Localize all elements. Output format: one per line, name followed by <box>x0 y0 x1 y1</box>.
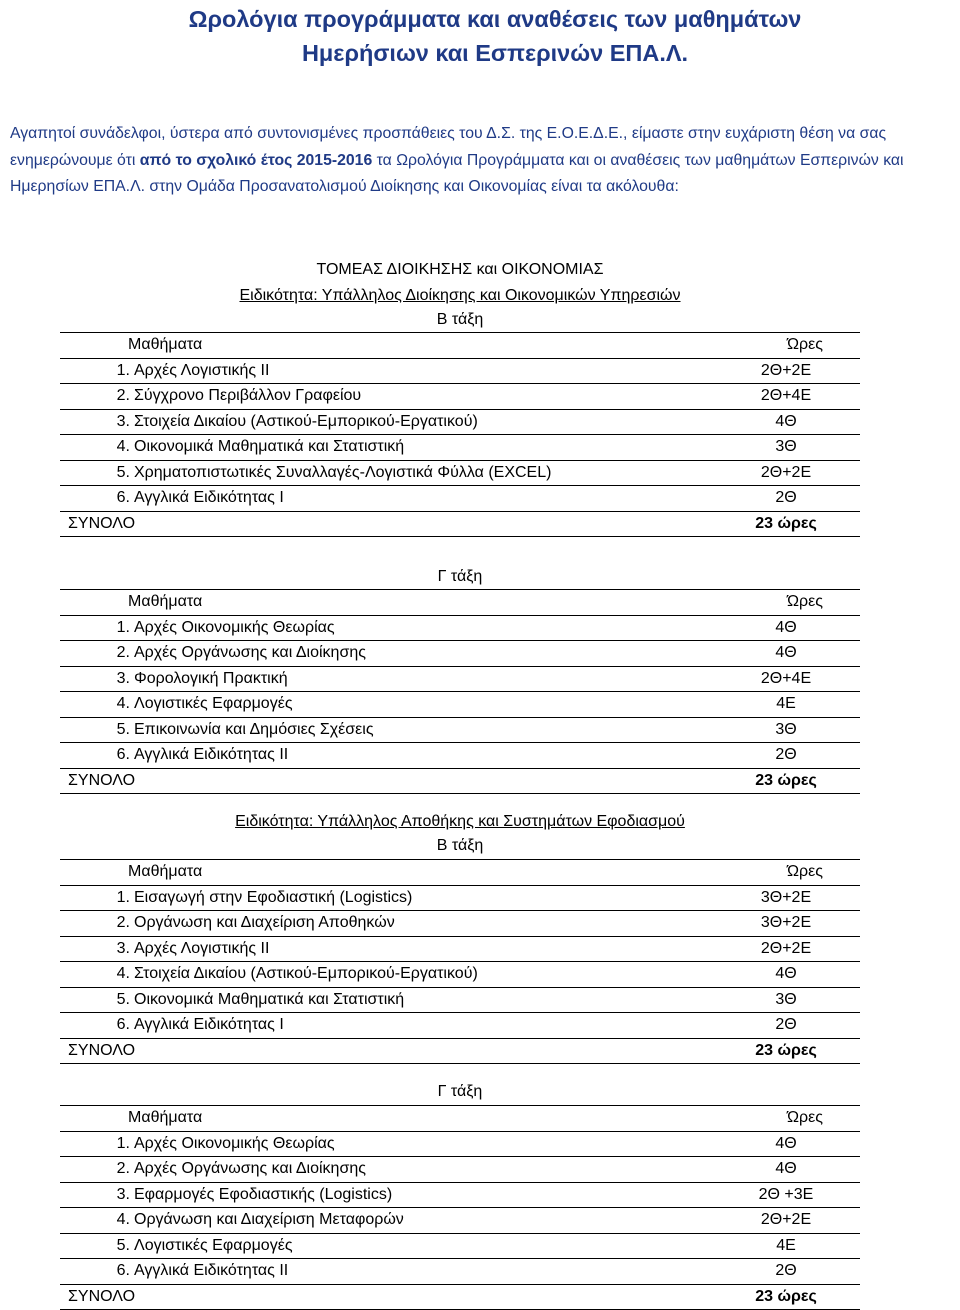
course-name: Αρχές Λογιστικής ΙΙ <box>134 936 712 962</box>
course-name: Εφαρμογές Εφοδιαστικής (Logistics) <box>134 1182 712 1208</box>
course-name: Στοιχεία Δικαίου (Αστικού-Εμπορικού-Εργατικού) <box>134 409 712 435</box>
course-hours: 2Θ+2Ε <box>712 358 860 384</box>
table-row <box>60 486 860 512</box>
schedule-table-s2-b <box>60 859 860 1064</box>
table-row <box>60 1233 860 1259</box>
intro-text-2: τα Ωρολόγια Προγράμματα και οι αναθέσεις των μαθημάτων Εσπερινών και Ημερησίων ΕΠΑ.Λ. στην Ομάδα Προσανατολισμού Διοίκησης και Οικονομίας είναι τα ακόλουθα: <box>10 151 904 195</box>
course-hours: 2Θ <box>712 743 860 769</box>
total-hours: 23 ώρες <box>712 1038 860 1064</box>
hours-column-header: Ώρες <box>712 590 860 616</box>
total-row <box>60 1284 860 1310</box>
course-hours: 2Θ+2Ε <box>712 460 860 486</box>
course-name: Εισαγωγή στην Εφοδιαστική (Logistics) <box>134 885 712 911</box>
table-header-row <box>60 860 860 886</box>
courses-column-header: Μαθήματα <box>60 333 712 359</box>
table-row <box>60 409 860 435</box>
course-hours: 3Θ <box>712 987 860 1013</box>
row-number: 4. <box>60 435 134 461</box>
schedule-table-s1-g <box>60 589 860 794</box>
row-number: 6. <box>60 743 134 769</box>
row-number: 5. <box>60 987 134 1013</box>
intro-paragraph <box>10 121 958 201</box>
row-number: 4. <box>60 1208 134 1234</box>
table-row <box>60 460 860 486</box>
course-name: Αγγλικά Ειδικότητας Ι <box>134 486 712 512</box>
schedule-table-s2-g <box>60 1105 860 1310</box>
course-name: Επικοινωνία και Δημόσιες Σχέσεις <box>134 717 712 743</box>
table-row <box>60 1208 860 1234</box>
table-header-row <box>60 590 860 616</box>
specialty-heading-1: Ειδικότητα: Υπάλληλος Διοίκησης και Οικονομικών Υπηρεσιών <box>239 287 681 304</box>
class-label-s1-g: Γ τάξη <box>437 568 483 585</box>
course-hours: 4Θ <box>712 1131 860 1157</box>
table-row <box>60 911 860 937</box>
course-name: Αγγλικά Ειδικότητας ΙΙ <box>134 1259 712 1285</box>
total-row <box>60 1038 860 1064</box>
class-label-s1-b: Β τάξη <box>436 311 484 328</box>
table-row <box>60 987 860 1013</box>
table-row <box>60 692 860 718</box>
row-number: 3. <box>60 409 134 435</box>
page-title-line-1: Ωρολόγια προγράμματα και αναθέσεις των μαθημάτων <box>188 6 802 32</box>
course-name: Αρχές Λογιστικής ΙΙ <box>134 358 712 384</box>
table-row <box>60 1182 860 1208</box>
course-name: Αρχές Οργάνωσης και Διοίκησης <box>134 1157 712 1183</box>
course-name: Οργάνωση και Διαχείριση Αποθηκών <box>134 911 712 937</box>
table-row <box>60 641 860 667</box>
course-name: Αγγλικά Ειδικότητας ΙΙ <box>134 743 712 769</box>
course-name: Χρηματοπιστωτικές Συναλλαγές-Λογιστικά Φύλλα (EXCEL) <box>134 460 712 486</box>
hours-column-header: Ώρες <box>712 333 860 359</box>
course-name: Λογιστικές Εφαρμογές <box>134 692 712 718</box>
table-row <box>60 358 860 384</box>
row-number: 2. <box>60 911 134 937</box>
table-row <box>60 717 860 743</box>
row-number: 1. <box>60 358 134 384</box>
row-number: 4. <box>60 692 134 718</box>
total-label: ΣΥΝΟΛΟ <box>60 511 712 537</box>
table-row <box>60 885 860 911</box>
class-label-s2-g: Γ τάξη <box>437 1083 483 1100</box>
course-name: Αρχές Οικονομικής Θεωρίας <box>134 1131 712 1157</box>
intro-bold-text: από το σχολικό έτος 2015-2016 <box>139 151 373 169</box>
course-name: Οικονομικά Μαθηματικά και Στατιστική <box>134 987 712 1013</box>
table-row <box>60 1013 860 1039</box>
table-row <box>60 1131 860 1157</box>
row-number: 6. <box>60 1013 134 1039</box>
specialty-heading-2: Ειδικότητα: Υπάλληλος Αποθήκης και Συστημάτων Εφοδιασμού <box>235 813 685 830</box>
intro-text-1: Αγαπητοί συνάδελφοι, ύστερα από συντονισμένες προσπάθειες του Δ.Σ. της Ε.Ο.Ε.Δ.Ε., είμαστε στην ευχάριστη θέση να σας ενημερώνουμε ότι <box>10 125 887 169</box>
total-row <box>60 768 860 794</box>
courses-column-header: Μαθήματα <box>60 860 712 886</box>
course-name: Φορολογική Πρακτική <box>134 666 712 692</box>
course-hours: 3Θ <box>712 435 860 461</box>
class-label-s2-b: Β τάξη <box>436 837 484 854</box>
row-number: 3. <box>60 666 134 692</box>
page-title-line-2: Ημερήσιων και Εσπερινών ΕΠΑ.Λ. <box>301 40 689 66</box>
table-row <box>60 1259 860 1285</box>
row-number: 5. <box>60 1233 134 1259</box>
total-row <box>60 511 860 537</box>
sector-heading: ΤΟΜΕΑΣ ΔΙΟΙΚΗΣΗΣ και ΟΙΚΟΝΟΜΙΑΣ <box>316 261 604 278</box>
hours-column-header: Ώρες <box>712 1106 860 1132</box>
course-hours: 2Θ <box>712 1259 860 1285</box>
total-label: ΣΥΝΟΛΟ <box>60 1038 712 1064</box>
total-label: ΣΥΝΟΛΟ <box>60 768 712 794</box>
course-name: Οικονομικά Μαθηματικά και Στατιστική <box>134 435 712 461</box>
courses-column-header: Μαθήματα <box>60 1106 712 1132</box>
table-row <box>60 435 860 461</box>
course-hours: 4Θ <box>712 1157 860 1183</box>
course-name: Αρχές Οργάνωσης και Διοίκησης <box>134 641 712 667</box>
table-row <box>60 666 860 692</box>
total-hours: 23 ώρες <box>712 768 860 794</box>
table-header-row <box>60 1106 860 1132</box>
course-name: Σύγχρονο Περιβάλλον Γραφείου <box>134 384 712 410</box>
row-number: 2. <box>60 384 134 410</box>
row-number: 4. <box>60 962 134 988</box>
table-row <box>60 1157 860 1183</box>
row-number: 1. <box>60 615 134 641</box>
row-number: 3. <box>60 1182 134 1208</box>
row-number: 6. <box>60 1259 134 1285</box>
courses-column-header: Μαθήματα <box>60 590 712 616</box>
total-hours: 23 ώρες <box>712 1284 860 1310</box>
table-row <box>60 615 860 641</box>
course-hours: 4Θ <box>712 409 860 435</box>
course-name: Οργάνωση και Διαχείριση Μεταφορών <box>134 1208 712 1234</box>
hours-column-header: Ώρες <box>712 860 860 886</box>
row-number: 1. <box>60 885 134 911</box>
row-number: 5. <box>60 717 134 743</box>
course-hours: 4Θ <box>712 962 860 988</box>
course-hours: 3Θ+2Ε <box>712 885 860 911</box>
row-number: 2. <box>60 641 134 667</box>
course-hours: 2Θ+2Ε <box>712 1208 860 1234</box>
table-row <box>60 743 860 769</box>
table-header-row <box>60 333 860 359</box>
row-number: 3. <box>60 936 134 962</box>
row-number: 1. <box>60 1131 134 1157</box>
course-name: Στοιχεία Δικαίου (Αστικού-Εμπορικού-Εργατικού) <box>134 962 712 988</box>
total-label: ΣΥΝΟΛΟ <box>60 1284 712 1310</box>
course-hours: 2Θ+2Ε <box>712 936 860 962</box>
course-hours: 2Θ <box>712 486 860 512</box>
table-row <box>60 962 860 988</box>
row-number: 5. <box>60 460 134 486</box>
course-hours: 2Θ+4Ε <box>712 666 860 692</box>
table-row <box>60 936 860 962</box>
row-number: 2. <box>60 1157 134 1183</box>
course-hours: 4Ε <box>712 692 860 718</box>
course-hours: 2Θ +3Ε <box>712 1182 860 1208</box>
course-hours: 4Θ <box>712 641 860 667</box>
schedule-table-s1-b <box>60 332 860 537</box>
total-hours: 23 ώρες <box>712 511 860 537</box>
course-hours: 2Θ <box>712 1013 860 1039</box>
course-hours: 4Θ <box>712 615 860 641</box>
course-hours: 3Θ <box>712 717 860 743</box>
course-hours: 4Ε <box>712 1233 860 1259</box>
course-name: Αρχές Οικονομικής Θεωρίας <box>134 615 712 641</box>
course-hours: 3Θ+2Ε <box>712 911 860 937</box>
row-number: 6. <box>60 486 134 512</box>
course-name: Αγγλικά Ειδικότητας Ι <box>134 1013 712 1039</box>
course-hours: 2Θ+4Ε <box>712 384 860 410</box>
table-row <box>60 384 860 410</box>
course-name: Λογιστικές Εφαρμογές <box>134 1233 712 1259</box>
